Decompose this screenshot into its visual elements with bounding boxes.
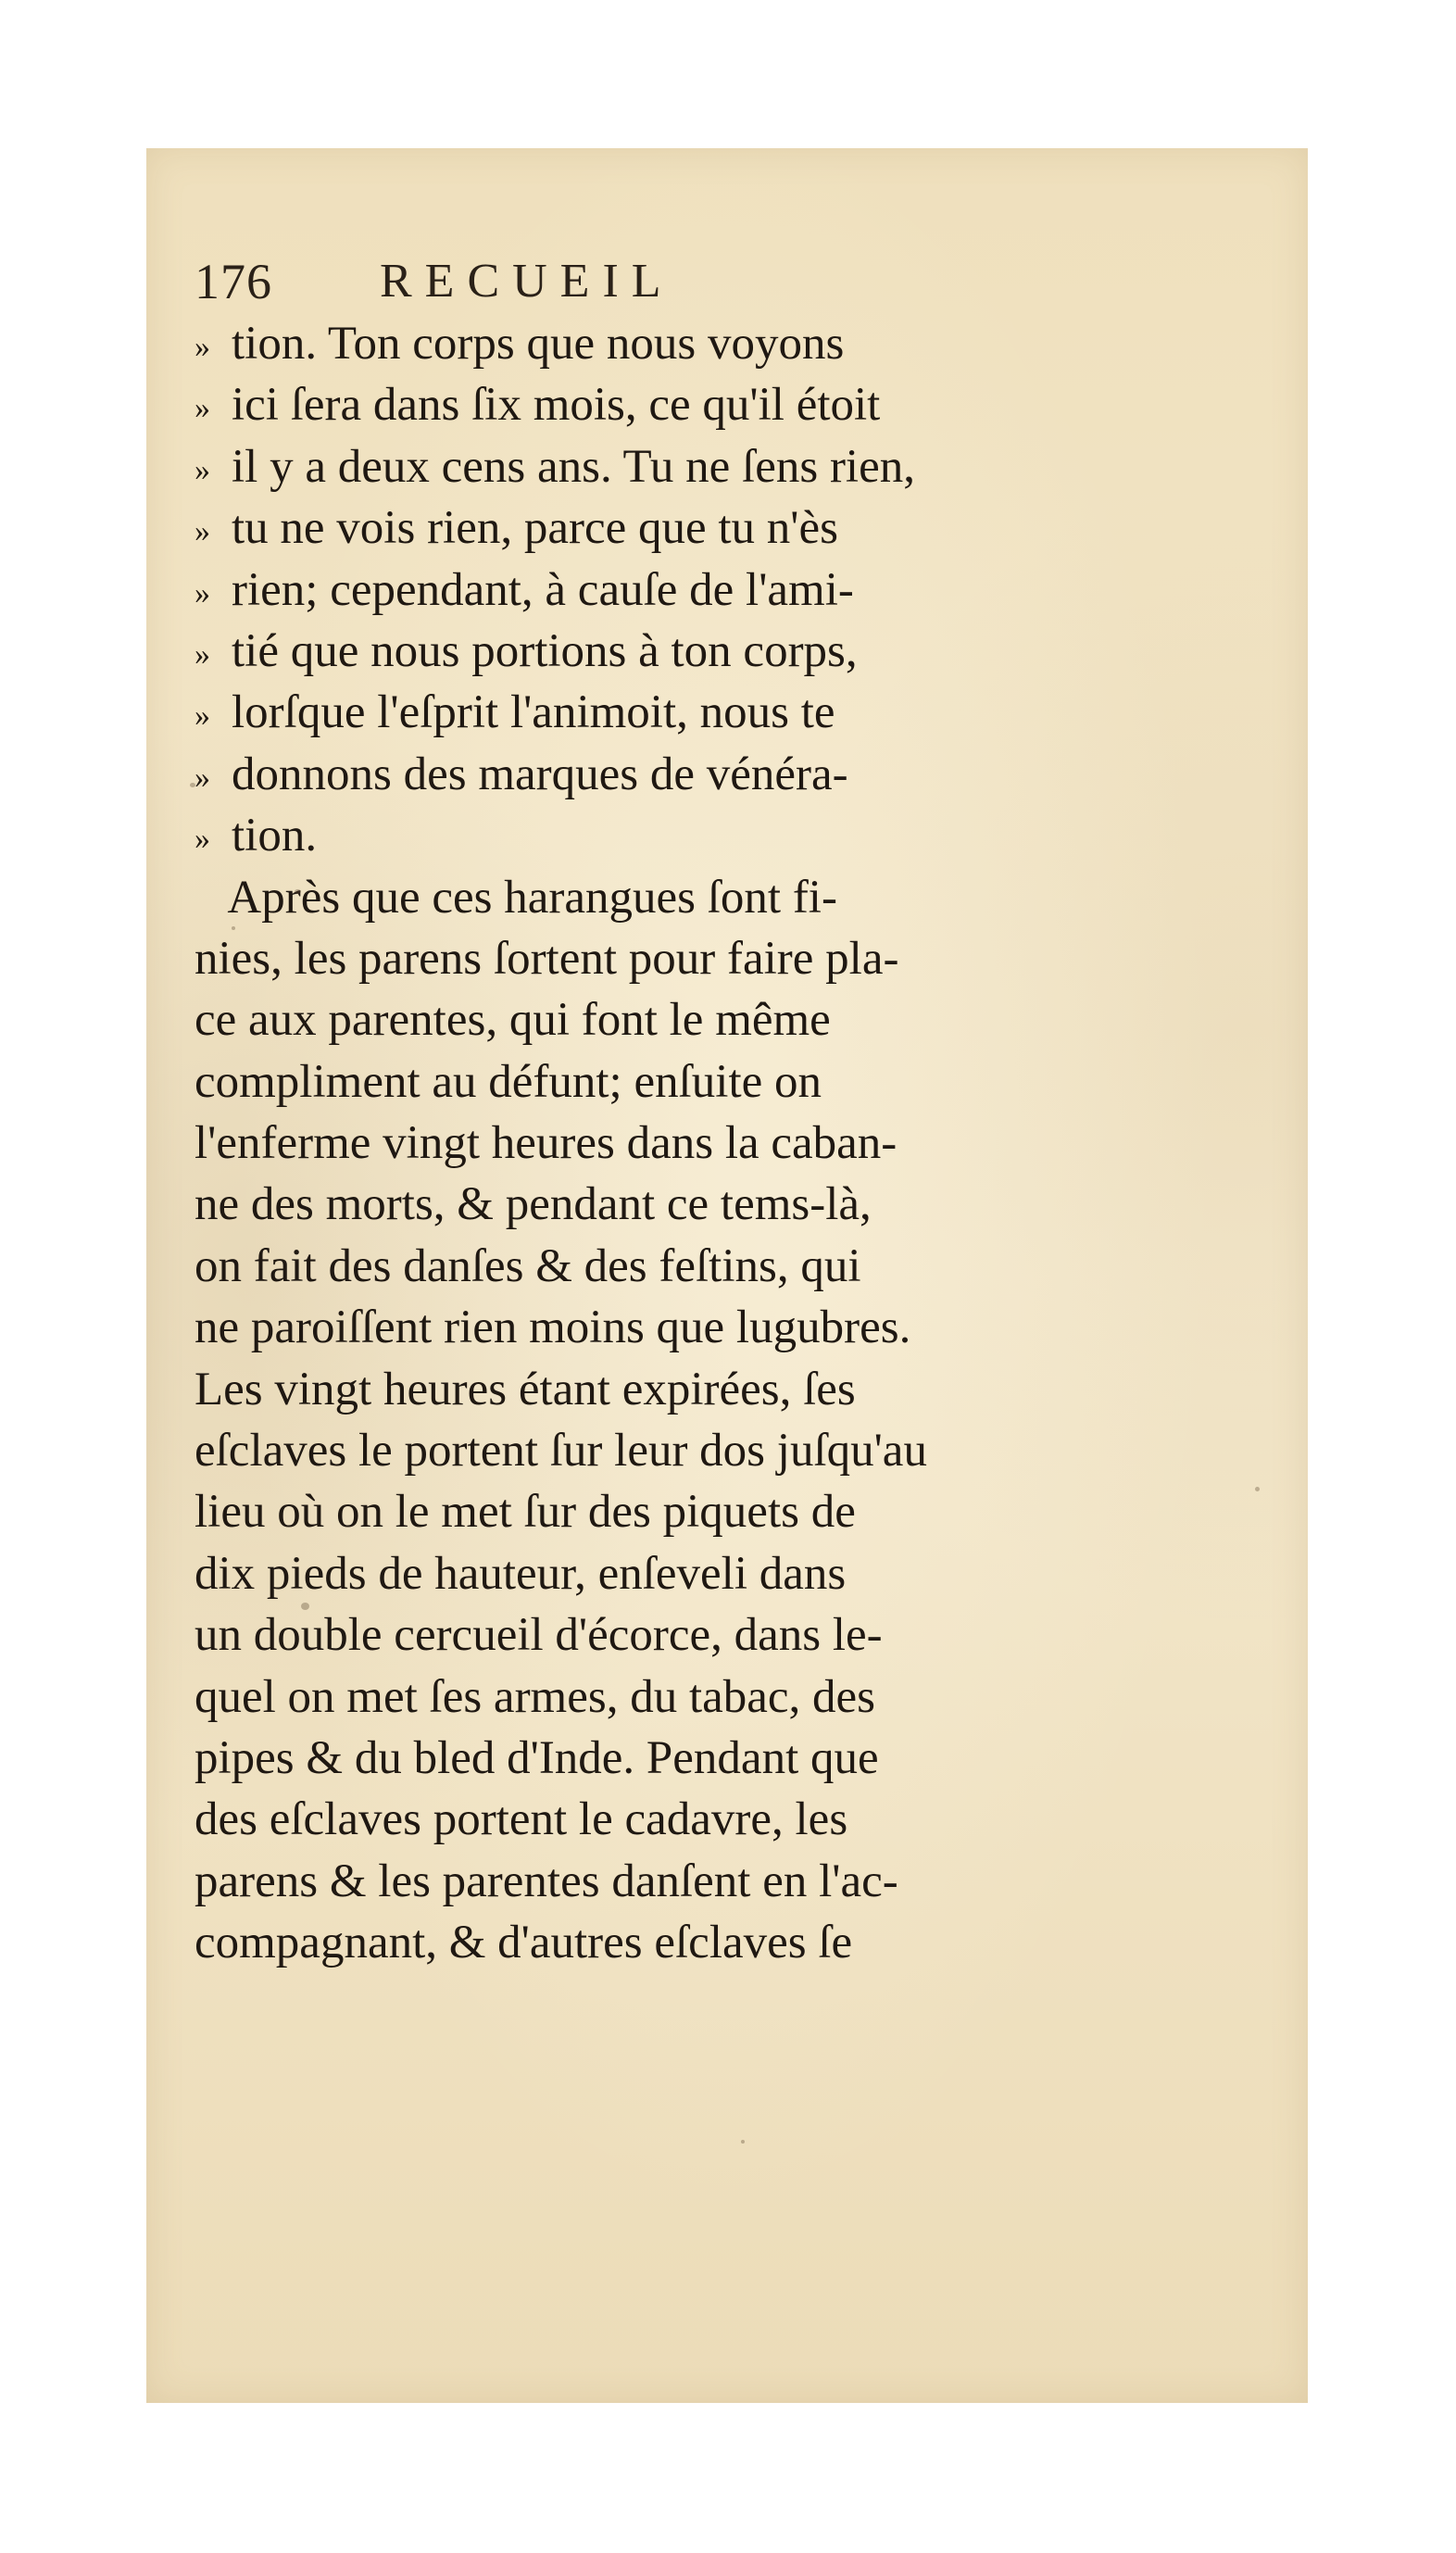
quoted-line: » rien; cependant, à cauſe de l'ami- <box>195 560 1213 621</box>
body-text <box>195 313 1213 1974</box>
paper-speck <box>232 926 235 930</box>
quote-mark: » <box>195 391 210 426</box>
quote-mark: » <box>195 575 210 610</box>
paragraph-line: ne paroiſſent rien moins que lugubres. <box>195 1302 911 1354</box>
quote-mark: » <box>195 698 210 734</box>
quoted-line: » ici ſera dans ſix mois, ce qu'il étoit <box>195 374 1213 435</box>
paper-speck <box>741 2140 745 2144</box>
paragraph-line: parens & les parentes danſent en l'ac- <box>195 1855 898 1907</box>
paragraph-line: eſclaves le portent ſur leur dos juſqu'au <box>195 1425 927 1478</box>
paper-speck <box>190 783 195 787</box>
quote-mark: » <box>195 514 210 549</box>
quote-mark: » <box>195 452 210 487</box>
paragraph-line: compagnant, & d'autres eſclaves ſe <box>195 1917 853 1969</box>
paragraph-line: quel on met ſes armes, du tabac, des <box>195 1670 876 1723</box>
quoted-line: » tié que nous portions à ton corps, <box>195 621 1213 682</box>
running-title: RECUEIL <box>380 255 674 308</box>
page-number: 176 <box>195 254 272 309</box>
page-header <box>195 252 1028 311</box>
paragraph-line: nies, les parens ſortent pour faire pla- <box>195 932 899 985</box>
paragraph-line: un double cercueil d'écorce, dans le- <box>195 1609 883 1662</box>
paragraph-line: Après que ces harangues ſont fi- <box>195 871 837 924</box>
paragraph-line: pipes & du bled d'Inde. Pendant que <box>195 1731 879 1784</box>
quoted-line: » donnons des marques de vénéra- <box>195 744 1213 805</box>
paragraph-line: ce aux parentes, qui font le même <box>195 994 831 1047</box>
quoted-line: » tion. <box>195 805 1213 866</box>
quoted-line: » il y a deux cens ans. Tu ne ſens rien, <box>195 436 1213 497</box>
paper-speck <box>1255 1487 1260 1491</box>
paragraph-line: compliment au défunt; enſuite on <box>195 1055 822 1108</box>
quoted-line: » tion. Ton corps que nous voyons <box>195 313 1213 374</box>
quoted-line: » lorſque l'eſprit l'animoit, nous te <box>195 682 1213 743</box>
paragraph-line: Les vingt heures étant expirées, ſes <box>195 1363 856 1415</box>
quote-mark: » <box>195 330 210 365</box>
paragraph-line: ne des morts, & pendant ce tems-là, <box>195 1178 872 1231</box>
paragraph-line: lieu où on le met ſur des piquets de <box>195 1486 856 1539</box>
paragraph-line: on fait des danſes & des feſtins, qui <box>195 1239 861 1292</box>
paper-speck <box>295 889 301 894</box>
quote-mark: » <box>195 822 210 857</box>
quoted-line: » tu ne vois rien, parce que tu n'ès <box>195 497 1213 559</box>
paragraph-line: dix pieds de hauteur, enſeveli dans <box>195 1547 847 1600</box>
paragraph-line: des eſclaves portent le cadavre, les <box>195 1793 848 1846</box>
paragraph-line: l'enferme vingt heures dans la caban- <box>195 1117 897 1170</box>
quote-mark: » <box>195 760 210 795</box>
paper-speck <box>301 1603 309 1610</box>
quote-mark: » <box>195 637 210 673</box>
